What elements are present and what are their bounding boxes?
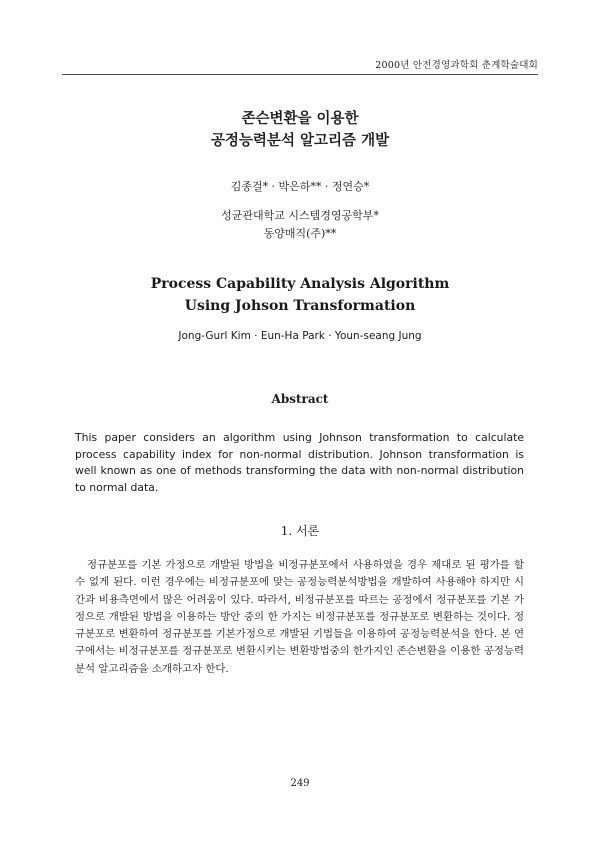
page-number: 249	[290, 778, 310, 789]
korean-title-line-2: 공정능력분석 알고리즘 개발	[210, 132, 390, 149]
affiliation-2: 동양매직(주)**	[263, 227, 337, 240]
running-head: 2000년 안전경영과학회 춘계학술대회	[375, 60, 538, 71]
abstract-heading: Abstract	[271, 392, 329, 406]
affiliation-1: 성균관대학교 시스템경영공학부*	[221, 209, 379, 222]
header-rule	[62, 74, 538, 75]
english-title-line-1: Process Capability Analysis Algorithm	[150, 276, 450, 292]
abstract-text: This paper considers an algorithm using Johnson transformation to calculate process capability index for non-normal distribution. Johnson transformation is well known as one of methods transforming the data with non-normal distribution to normal data.	[75, 431, 524, 494]
korean-title-line-1: 존슨변환을 이용한	[241, 110, 359, 127]
korean-title	[62, 108, 538, 152]
section-1-text: 정규분포를 기본 가정으로 개발된 방법을 비정규분포에서 사용하였을 경우 제대로 된 평가를 할 수 없게 된다. 이런 경우에는 비정규분포에 맞는 공정능력분석방법을 개발하여 사용해야 하지만 시간과 비용측면에서 많은 어려움이 있다. 따라서, 비정규분포를 따르는 공정에서 정규분포를 기본 가정으로 개발된 방법을 이용하는 방안 중의 한 가지는 비정규분포를 정규분포로 변환하는 것이다. 정규분포로 변환하여 정규분포를 기본가정으로 개발된 기법들을 이용하여 공정능력분석을 한다. 본 연구에서는 비정규분포를 정규분포로 변환시키는 변환방법중의 한가지인 존슨변환을 이용한 공정능력분석 알고리즘을 소개하고자 한다.	[75, 559, 524, 675]
english-title	[62, 273, 538, 317]
english-title-line-2: Using Johson Transformation	[184, 298, 416, 314]
korean-authors: 김종걸* · 박은하** · 정연승*	[230, 180, 370, 193]
korean-affiliations	[62, 207, 538, 243]
section-1-heading: 1. 서론	[280, 524, 320, 538]
english-authors: Jong-Gurl Kim · Eun-Ha Park · Youn-seang Jung	[178, 330, 422, 342]
